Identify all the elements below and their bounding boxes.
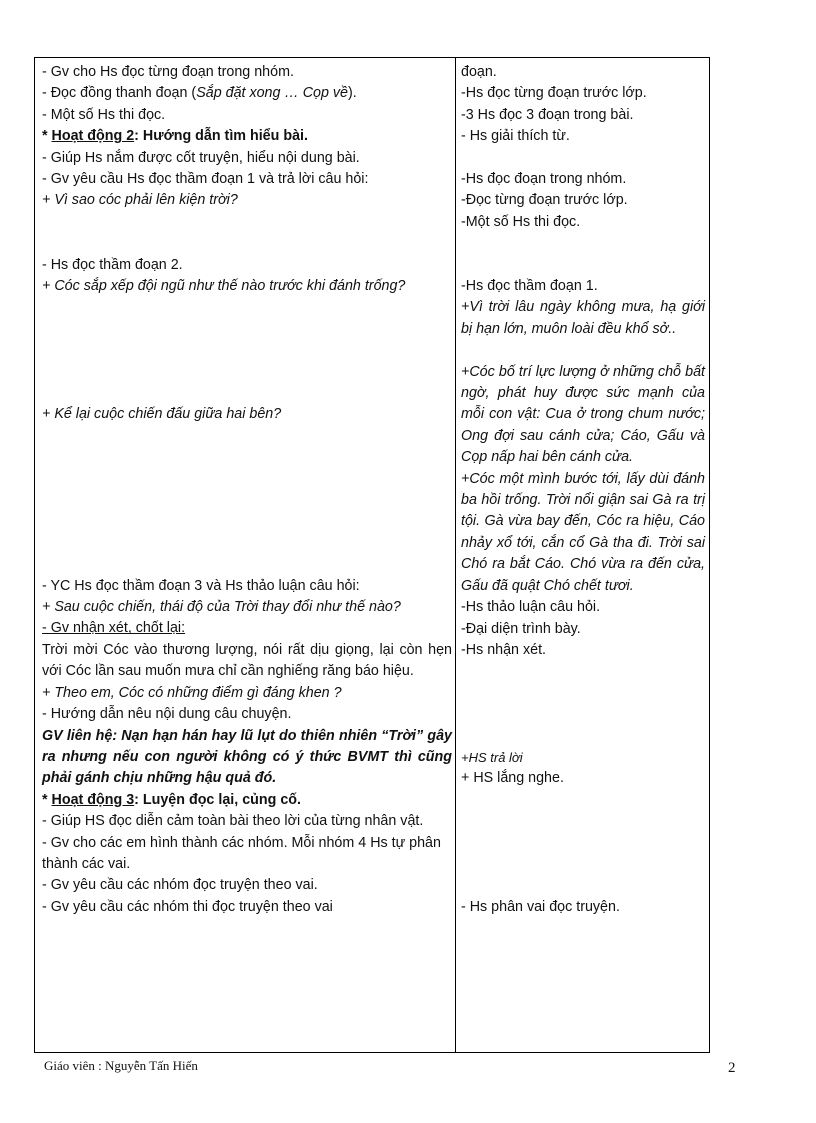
question-2: + Cóc sắp xếp đội ngũ như thế nào trước khi đánh trống? xyxy=(42,278,406,295)
question-1: + Vì sao cóc phải lên kiện trời? xyxy=(42,192,238,209)
right-line-15: +HS trả lời xyxy=(461,749,523,765)
right-line-8: -Hs đọc thầm đoạn 1. xyxy=(461,278,598,295)
right-line-7: -Một số Hs thi đọc. xyxy=(461,213,581,230)
left-line-16: - Hướng dẫn nêu nội dung câu chuyện. xyxy=(42,706,292,723)
right-line-6: -Đọc từng đoạn trước lớp. xyxy=(461,192,628,209)
question-4: + Sau cuộc chiến, thái độ của Trời thay đổi như thế nào? xyxy=(42,599,401,616)
answer-3: +Cóc một mình bước tới, lấy dùi đánh ba hồi trống. Trời nổi giận sai Gà ra trị tội. Gà vừa bay đến, Cóc ra hiệu, Cáo nhảy xổ tới, cắn cổ Gà tha đi. Trời sai Chó ra bắt Cáo. Chó vừa ra đến cửa, Gấu đã quật Chó chết tươi. xyxy=(461,470,705,594)
left-line-6: - Gv yêu cầu Hs đọc thầm đoạn 1 và trả lời câu hỏi: xyxy=(42,171,369,188)
teacher-conclusion-text: Trời mời Cóc vào thương lượng, nói rất dịu giọng, lại còn hẹn với Cóc lần sau muốn mưa chỉ cần nghiếng răng báo hiệu. xyxy=(42,641,452,680)
right-line-3: -3 Hs đọc 3 đoạn trong bài. xyxy=(461,106,634,123)
teacher-conclusion-label: - Gv nhận xét, chốt lại: xyxy=(42,620,186,637)
right-line-16: + HS lắng nghe. xyxy=(461,770,564,787)
left-line-11: - YC Hs đọc thầm đoạn 3 và Hs thảo luận câu hỏi: xyxy=(42,577,360,594)
right-line-1: đoạn. xyxy=(461,64,497,80)
teacher-activities-column xyxy=(42,62,452,918)
right-line-17: - Hs phân vai đọc truyện. xyxy=(461,898,620,915)
left-line-22: - Gv yêu cầu các nhóm thi đọc truyện theo vai xyxy=(42,898,333,915)
answer-1: +Vì trời lâu ngày không mưa, hạ giới bị hạn lớn, muôn loài đều khổ sở.. xyxy=(461,299,705,337)
left-line-5: - Giúp Hs nắm được cốt truyện, hiểu nội dung bài. xyxy=(42,149,360,166)
left-line-20: - Gv cho các em hình thành các nhóm. Mỗi nhóm 4 Hs tự phân thành các vai. xyxy=(42,834,441,872)
lesson-table xyxy=(34,57,710,1053)
right-line-12: -Hs thảo luận câu hỏi. xyxy=(461,599,601,616)
left-line-2: - Đọc đồng thanh đoạn (Sắp đặt xong … Cọp về). xyxy=(42,85,357,102)
question-5: + Theo em, Cóc có những điểm gì đáng khen ? xyxy=(42,684,342,701)
footer-teacher: Giáo viên : Nguyễn Tấn Hiến xyxy=(44,1058,198,1073)
left-line-21: - Gv yêu cầu các nhóm đọc truyện theo vai. xyxy=(42,877,318,894)
question-3: + Kể lại cuộc chiến đấu giữa hai bên? xyxy=(42,406,282,423)
environment-note: GV liên hệ: Nạn hạn hán hay lũ lụt do thiên nhiên “Trời” gây ra nhưng nếu con người không có ý thức BVMT thì cũng phải gánh chịu những hậu quả đó. xyxy=(42,727,452,787)
right-line-2: -Hs đọc từng đoạn trước lớp. xyxy=(461,85,647,102)
left-line-19: - Giúp HS đọc diễn cảm toàn bài theo lời của từng nhân vật. xyxy=(42,813,424,830)
right-line-5: -Hs đọc đoạn trong nhóm. xyxy=(461,171,627,188)
left-line-8: - Hs đọc thầm đoạn 2. xyxy=(42,256,183,273)
page-number: 2 xyxy=(728,1060,736,1076)
activity-3-heading: * Hoạt động 3: Luyện đọc lại, củng cố. xyxy=(42,791,301,808)
left-line-3: - Một số Hs thi đọc. xyxy=(42,106,166,123)
answer-2: +Cóc bố trí lực lượng ở những chỗ bất ngờ, phát huy được sức mạnh của mỗi con vật: Cua ở trong chum nước; Ong đợi sau cánh cửa; Cáo, Gấu và Cọp nấp hai bên cánh cửa. xyxy=(461,363,705,466)
column-divider xyxy=(455,58,456,1052)
right-line-4: - Hs giải thích từ. xyxy=(461,128,570,145)
activity-2-heading: * Hoạt động 2: Hướng dẫn tìm hiểu bài. xyxy=(42,128,308,145)
student-activities-column xyxy=(461,62,705,918)
right-line-13: -Đại diện trình bày. xyxy=(461,620,581,637)
right-line-14: -Hs nhận xét. xyxy=(461,641,547,658)
left-line-1: - Gv cho Hs đọc từng đoạn trong nhóm. xyxy=(42,64,294,80)
